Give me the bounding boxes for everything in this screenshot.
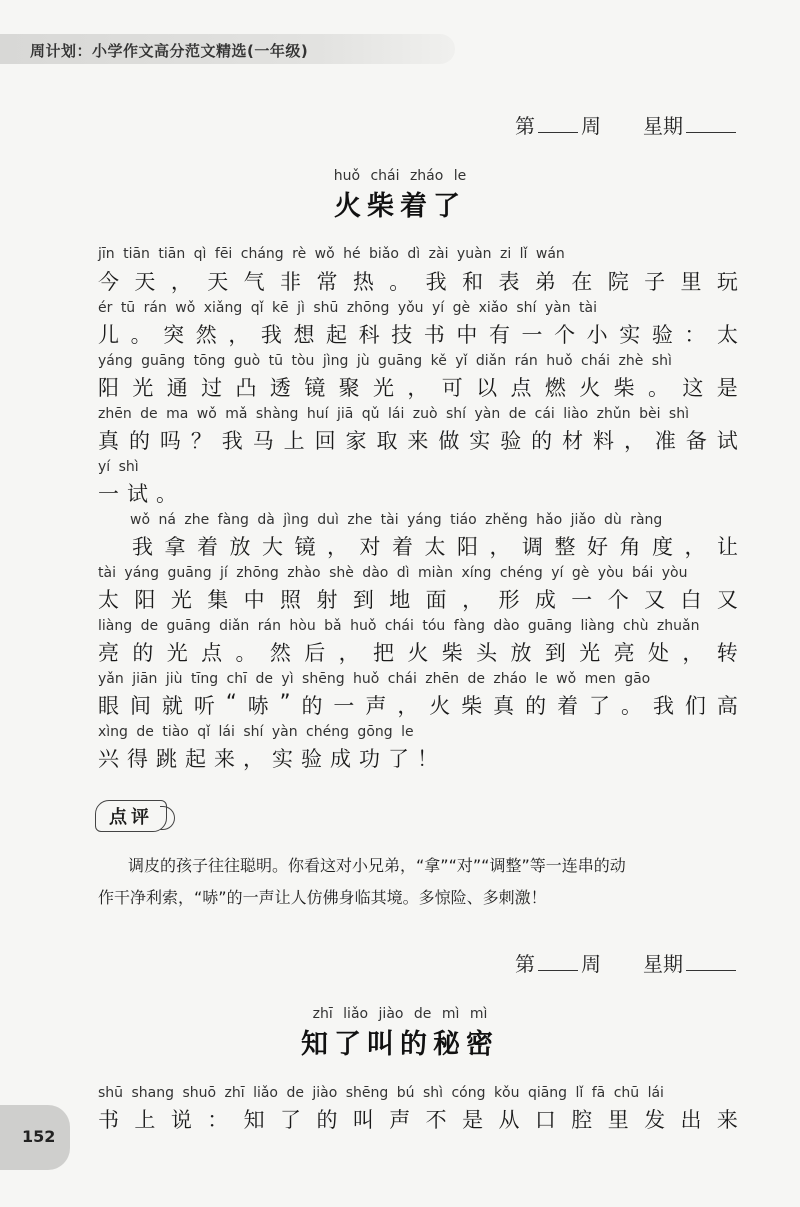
essay-title: 知了叫的秘密 [301, 1029, 499, 1060]
pinyin-line: yáng guāng tōng guò tū tòu jìng jù guāng kě yǐ diǎn rán huǒ chái zhè shì [98, 353, 672, 369]
pinyin-line: liàng de guāng diǎn rán hòu bǎ huǒ chái tóu fàng dào guāng liàng chù zhuǎn [98, 618, 700, 634]
page-number: 152 [22, 1127, 56, 1146]
pinyin-line: yí shì [98, 459, 139, 475]
review-text: 调皮的孩子往往聪明。你看这对小兄弟，“拿”“对”“调整”等一连串的动 [128, 856, 626, 875]
text-line: 今 天 ， 天 气 非 常 热 。 我 和 表 弟 在 院 子 里 玩 [98, 270, 738, 294]
text-line: 阳 光 通 过 凸 透 镜 聚 光 ， 可 以 点 燃 火 柴 。 这 是 [98, 376, 738, 400]
title-pinyin: zhī liǎo jiào de mì mì [312, 1006, 488, 1022]
pinyin-line: xìng de tiào qǐ lái shí yàn chéng gōng le [98, 724, 414, 740]
pinyin-line: jīn tiān tiān qì fēi cháng rè wǒ hé biǎo dì zài yuàn zi lǐ wán [98, 246, 565, 262]
text-line: 真 的 吗 ？ 我 马 上 回 家 取 来 做 实 验 的 材 料 ， 准 备 试 [98, 429, 738, 453]
text-line: 亮 的 光 点 。 然 后 ， 把 火 柴 头 放 到 光 亮 处 ， 转 [98, 641, 738, 665]
review-badge-tail [160, 806, 175, 830]
review-label: 点评 [109, 807, 153, 828]
pinyin-line: wǒ ná zhe fàng dà jìng duì zhe tài yáng tiáo zhěng hǎo jiǎo dù ràng [130, 512, 663, 528]
review-badge [95, 800, 167, 832]
text-line: 书 上 说 ： 知 了 的 叫 声 不 是 从 口 腔 里 发 出 来 [98, 1108, 738, 1132]
week-line-1: 第 周 星期 [515, 110, 736, 139]
pinyin-line: ér tū rán wǒ xiǎng qǐ kē jì shū zhōng yǒu yí gè xiǎo shí yàn tài [98, 300, 598, 316]
text-line: 兴 得 跳 起 来 ， 实 验 成 功 了 ！ [98, 747, 446, 771]
series-title: 周计划：小学作文高分范文精选(一年级) [30, 42, 309, 60]
text-line: 眼 间 就 听 “ 哧 ” 的 一 声 ， 火 柴 真 的 着 了 。 我 们 高 [98, 690, 738, 718]
pinyin-line: shū shang shuō zhī liǎo de jiào shēng bú shì cóng kǒu qiāng lǐ fā chū lái [98, 1085, 664, 1101]
text-line: 一 试 。 [98, 482, 185, 506]
essay-title: 火柴着了 [334, 191, 466, 222]
title-pinyin: huǒ chái zháo le [333, 168, 467, 184]
text-line: 我 拿 着 放 大 镜 ， 对 着 太 阳 ， 调 整 好 角 度 ， 让 [132, 535, 738, 559]
pinyin-line: zhēn de ma wǒ mǎ shàng huí jiā qǔ lái zuò shí yàn de cái liào zhǔn bèi shì [98, 406, 689, 422]
week-line-2: 第 周 星期 [515, 948, 736, 977]
text-line: 太 阳 光 集 中 照 射 到 地 面 ， 形 成 一 个 又 白 又 [98, 588, 738, 612]
pinyin-line: tài yáng guāng jí zhōng zhào shè dào dì miàn xíng chéng yí gè yòu bái yòu [98, 565, 688, 581]
pinyin-line: yǎn jiān jiù tīng chī de yì shēng huǒ chái zhēn de zháo le wǒ men gāo [98, 671, 651, 687]
text-line: 儿 。 突 然 ， 我 想 起 科 技 书 中 有 一 个 小 实 验 ： 太 [98, 323, 738, 347]
review-text: 作干净利索，“哧”的一声让人仿佛身临其境。多惊险、多刺激！ [98, 888, 547, 907]
